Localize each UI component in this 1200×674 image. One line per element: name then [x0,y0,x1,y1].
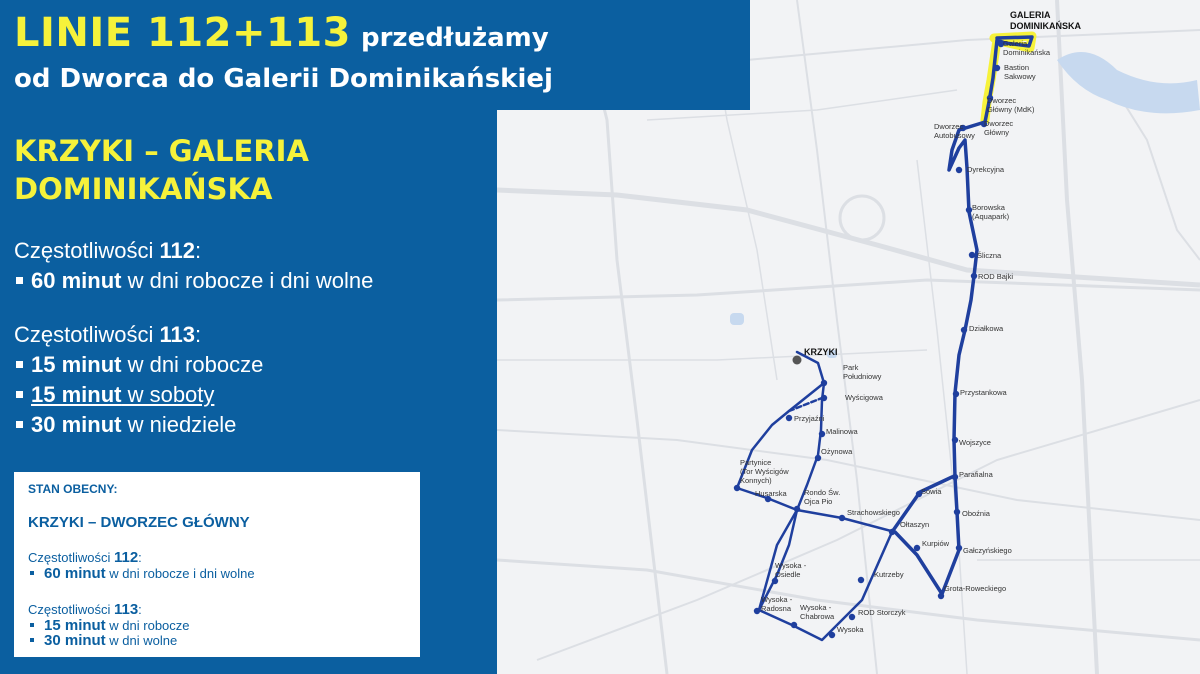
title-lines: LINIE 112+113 [14,10,351,56]
bullet-icon [30,571,34,575]
stop-label-dyrekcyjna: Dyrekcyjna [967,165,1005,174]
title-line-2: od Dworca do Galerii Dominikańskiej [14,64,553,94]
stop-marker-rod-storczyk[interactable] [849,614,855,620]
frequency-113-item [14,350,263,380]
stop-label-strachowskiego: Strachowskiego [847,508,900,517]
stop-marker-malinowa[interactable] [819,431,825,437]
stop-label-wysoka-osiedle: Wysoka - [775,561,807,570]
stop-label-wojszyce: Wojszyce [959,438,991,447]
stop-marker-wysoka-radosna[interactable] [754,608,760,614]
frequency-113-item [14,380,263,410]
terminal-south-marker [793,356,802,365]
title-line-1 [14,10,549,56]
stop-label-kurpiow: Kurpiów [922,539,950,548]
stop-label-oltaszyn: Ołtaszyn [900,520,930,529]
frequency-113-prefix: Częstotliwości [14,322,160,347]
stop-label-borowska: (Aquapark) [972,212,1010,221]
frequency-value: 15 minut [31,382,122,407]
stop-label-przystankowa: Przystankowa [960,388,1007,397]
stop-marker-przystankowa[interactable] [953,391,959,397]
stop-label-galczynskiego: Gałczyńskiego [963,546,1012,555]
stop-label-grota: Grota-Roweckiego [944,584,1007,593]
bullet-icon [16,361,23,368]
terminal-south-label: KRZYKI [804,347,838,357]
route-title-line-1: KRZYKI – GALERIA [14,134,309,168]
stop-label-park-poludniowy: Park [843,363,859,372]
terminal-north-label-2: DOMINIKAŃSKA [1010,21,1081,31]
stop-label-dworzec-glowny: Główny [984,128,1010,137]
stop-marker-dyrekcyjna[interactable] [956,167,962,173]
stop-label-wyscigowa: Wyścigowa [845,393,883,402]
stop-label-galeria: Dominikańska [1003,48,1051,57]
stop-marker-wyscigowa[interactable] [821,395,827,401]
current-frequency-112 [28,550,255,581]
stop-label-partynice: Konnych) [740,476,772,485]
stop-label-dworzec-mdk: Dworzec [987,96,1017,105]
stop-marker-parafialna[interactable] [952,474,958,480]
current-frequency-113-colon: : [138,602,142,617]
stop-label-wysoka-chabrowa: Chabrowa [800,612,835,621]
current-frequency-113-header [28,602,190,618]
current-frequency-113-item [28,618,190,633]
bullet-icon [30,623,34,627]
stop-marker-galczynskiego[interactable] [956,545,962,551]
stop-marker-wysoka-chabrowa[interactable] [791,622,797,628]
stop-marker-partynice[interactable] [734,485,740,491]
frequency-value: 60 minut [31,268,122,293]
stop-marker-dzialkowa[interactable] [961,327,967,333]
current-frequency-112-item [28,566,255,581]
current-state-title: STAN OBECNY: [28,482,118,496]
frequency-112-item [14,266,373,296]
stop-marker-kutrzeby[interactable] [858,577,864,583]
stop-marker-bastion[interactable] [994,65,1000,71]
stop-labels [740,39,1051,634]
stop-marker-rondo[interactable] [794,506,800,512]
current-frequency-112-colon: : [138,550,142,565]
stop-marker-park-poludniowy[interactable] [821,380,827,386]
frequency-value: 30 minut [31,412,122,437]
stop-marker-wysoka[interactable] [829,632,835,638]
stop-label-sliczna: Śliczna [977,251,1002,260]
stop-label-rod-bajki: ROD Bajki [978,272,1014,281]
stop-marker-oboznia[interactable] [954,509,960,515]
bullet-icon [16,391,23,398]
frequency-113-line-number: 113 [159,322,195,347]
route-title [14,132,309,208]
frequency-113 [14,320,263,440]
current-frequency-112-prefix: Częstotliwości [28,550,114,565]
title-extension-word: przedłużamy [361,23,549,53]
stop-label-malinowa: Malinowa [826,427,858,436]
stop-label-parafialna: Parafialna [959,470,993,479]
stop-label-oboznia: Oboźnia [962,509,990,518]
frequency-value: 60 minut [44,565,106,582]
frequency-113-item [14,410,263,440]
current-frequency-113-prefix: Częstotliwości [28,602,114,617]
frequency-days: w dni robocze [105,618,190,633]
frequency-113-header [14,320,263,350]
stop-label-bastion: Bastion [1004,63,1030,72]
frequency-days: w soboty [121,382,215,407]
current-state-box [14,472,420,657]
frequency-112-line-number: 112 [159,238,195,263]
current-frequency-113-number: 113 [113,601,139,618]
stop-label-sowia: Sowia [921,487,942,496]
frequency-days: w dni robocze i dni wolne [121,268,374,293]
bullet-icon [16,421,23,428]
stop-label-wysoka-osiedle: Osiedle [775,570,801,579]
frequency-112-header [14,236,373,266]
stop-label-wysoka-radosna: Radosna [761,604,792,613]
stop-label-wysoka-radosna: Wysoka - [761,595,793,604]
stop-label-dzialkowa: Działkowa [969,324,1004,333]
stop-label-bastion: Sakwowy [1004,72,1036,81]
frequency-days: w dni robocze i dni wolne [105,566,255,581]
stop-label-dworzec-autobusowy: Autobusowy [934,131,975,140]
stop-label-partynice: (Tor Wyścigów [740,467,789,476]
frequency-112 [14,236,373,296]
terminal-north [1010,10,1081,31]
stop-marker-kurpiow[interactable] [914,545,920,551]
stop-marker-wojszyce[interactable] [952,437,958,443]
stop-label-dworzec-glowny: Dworzec [984,119,1014,128]
terminal-north-label-1: GALERIA [1010,10,1051,20]
current-frequency-113 [28,602,190,648]
frequency-113-colon: : [194,322,202,347]
stop-label-rondo: Ojca Pio [804,497,833,506]
water-areas [730,52,1200,358]
stop-marker-oltaszyn[interactable] [889,529,895,535]
stop-marker-sliczna[interactable] [969,252,975,258]
stop-label-dworzec-mdk: Główny (MdK) [987,105,1035,114]
frequency-value: 30 minut [44,632,106,649]
stop-label-przyjazni: Przyjaźni [794,414,825,423]
current-frequency-112-header [28,550,255,566]
route-title-line-2: DOMINIKAŃSKA [14,172,273,206]
title-banner [0,0,750,110]
stop-label-rondo: Rondo Św. [804,488,841,497]
stop-label-kutrzeby: Kutrzeby [874,570,904,579]
stop-marker-rod-bajki[interactable] [971,273,977,279]
current-route-name: KRZYKI – DWORZEC GŁÓWNY [28,514,250,531]
frequency-days: w dni robocze [121,352,264,377]
frequency-days: w niedziele [121,412,237,437]
stop-label-wysoka: Wysoka [837,625,864,634]
frequency-112-colon: : [194,238,202,263]
stop-marker-grota[interactable] [938,593,944,599]
stop-marker-strachowskiego[interactable] [839,515,845,521]
bullet-icon [30,638,34,642]
frequency-value: 15 minut [44,617,106,634]
frequency-112-prefix: Częstotliwości [14,238,160,263]
frequency-days: w dni wolne [105,633,178,648]
route-line-dashed [789,398,822,411]
bullet-icon [16,277,23,284]
current-frequency-112-number: 112 [113,549,139,566]
stop-label-borowska: Borowska [972,203,1005,212]
stop-label-dworzec-autobusowy: Dworzec [934,122,964,131]
stop-label-galeria: Galeria [1003,39,1028,48]
stop-label-husarska: Husarska [755,489,787,498]
stop-label-partynice: Partynice [740,458,772,467]
stop-label-wysoka-chabrowa: Wysoka - [800,603,832,612]
stop-label-ozynowa: Ożynowa [821,447,853,456]
frequency-value: 15 minut [31,352,122,377]
stop-label-rod-storczyk: ROD Storczyk [858,608,906,617]
stop-label-park-poludniowy: Południowy [843,372,882,381]
current-frequency-113-item [28,633,190,648]
stop-marker-przyjazni[interactable] [786,415,792,421]
